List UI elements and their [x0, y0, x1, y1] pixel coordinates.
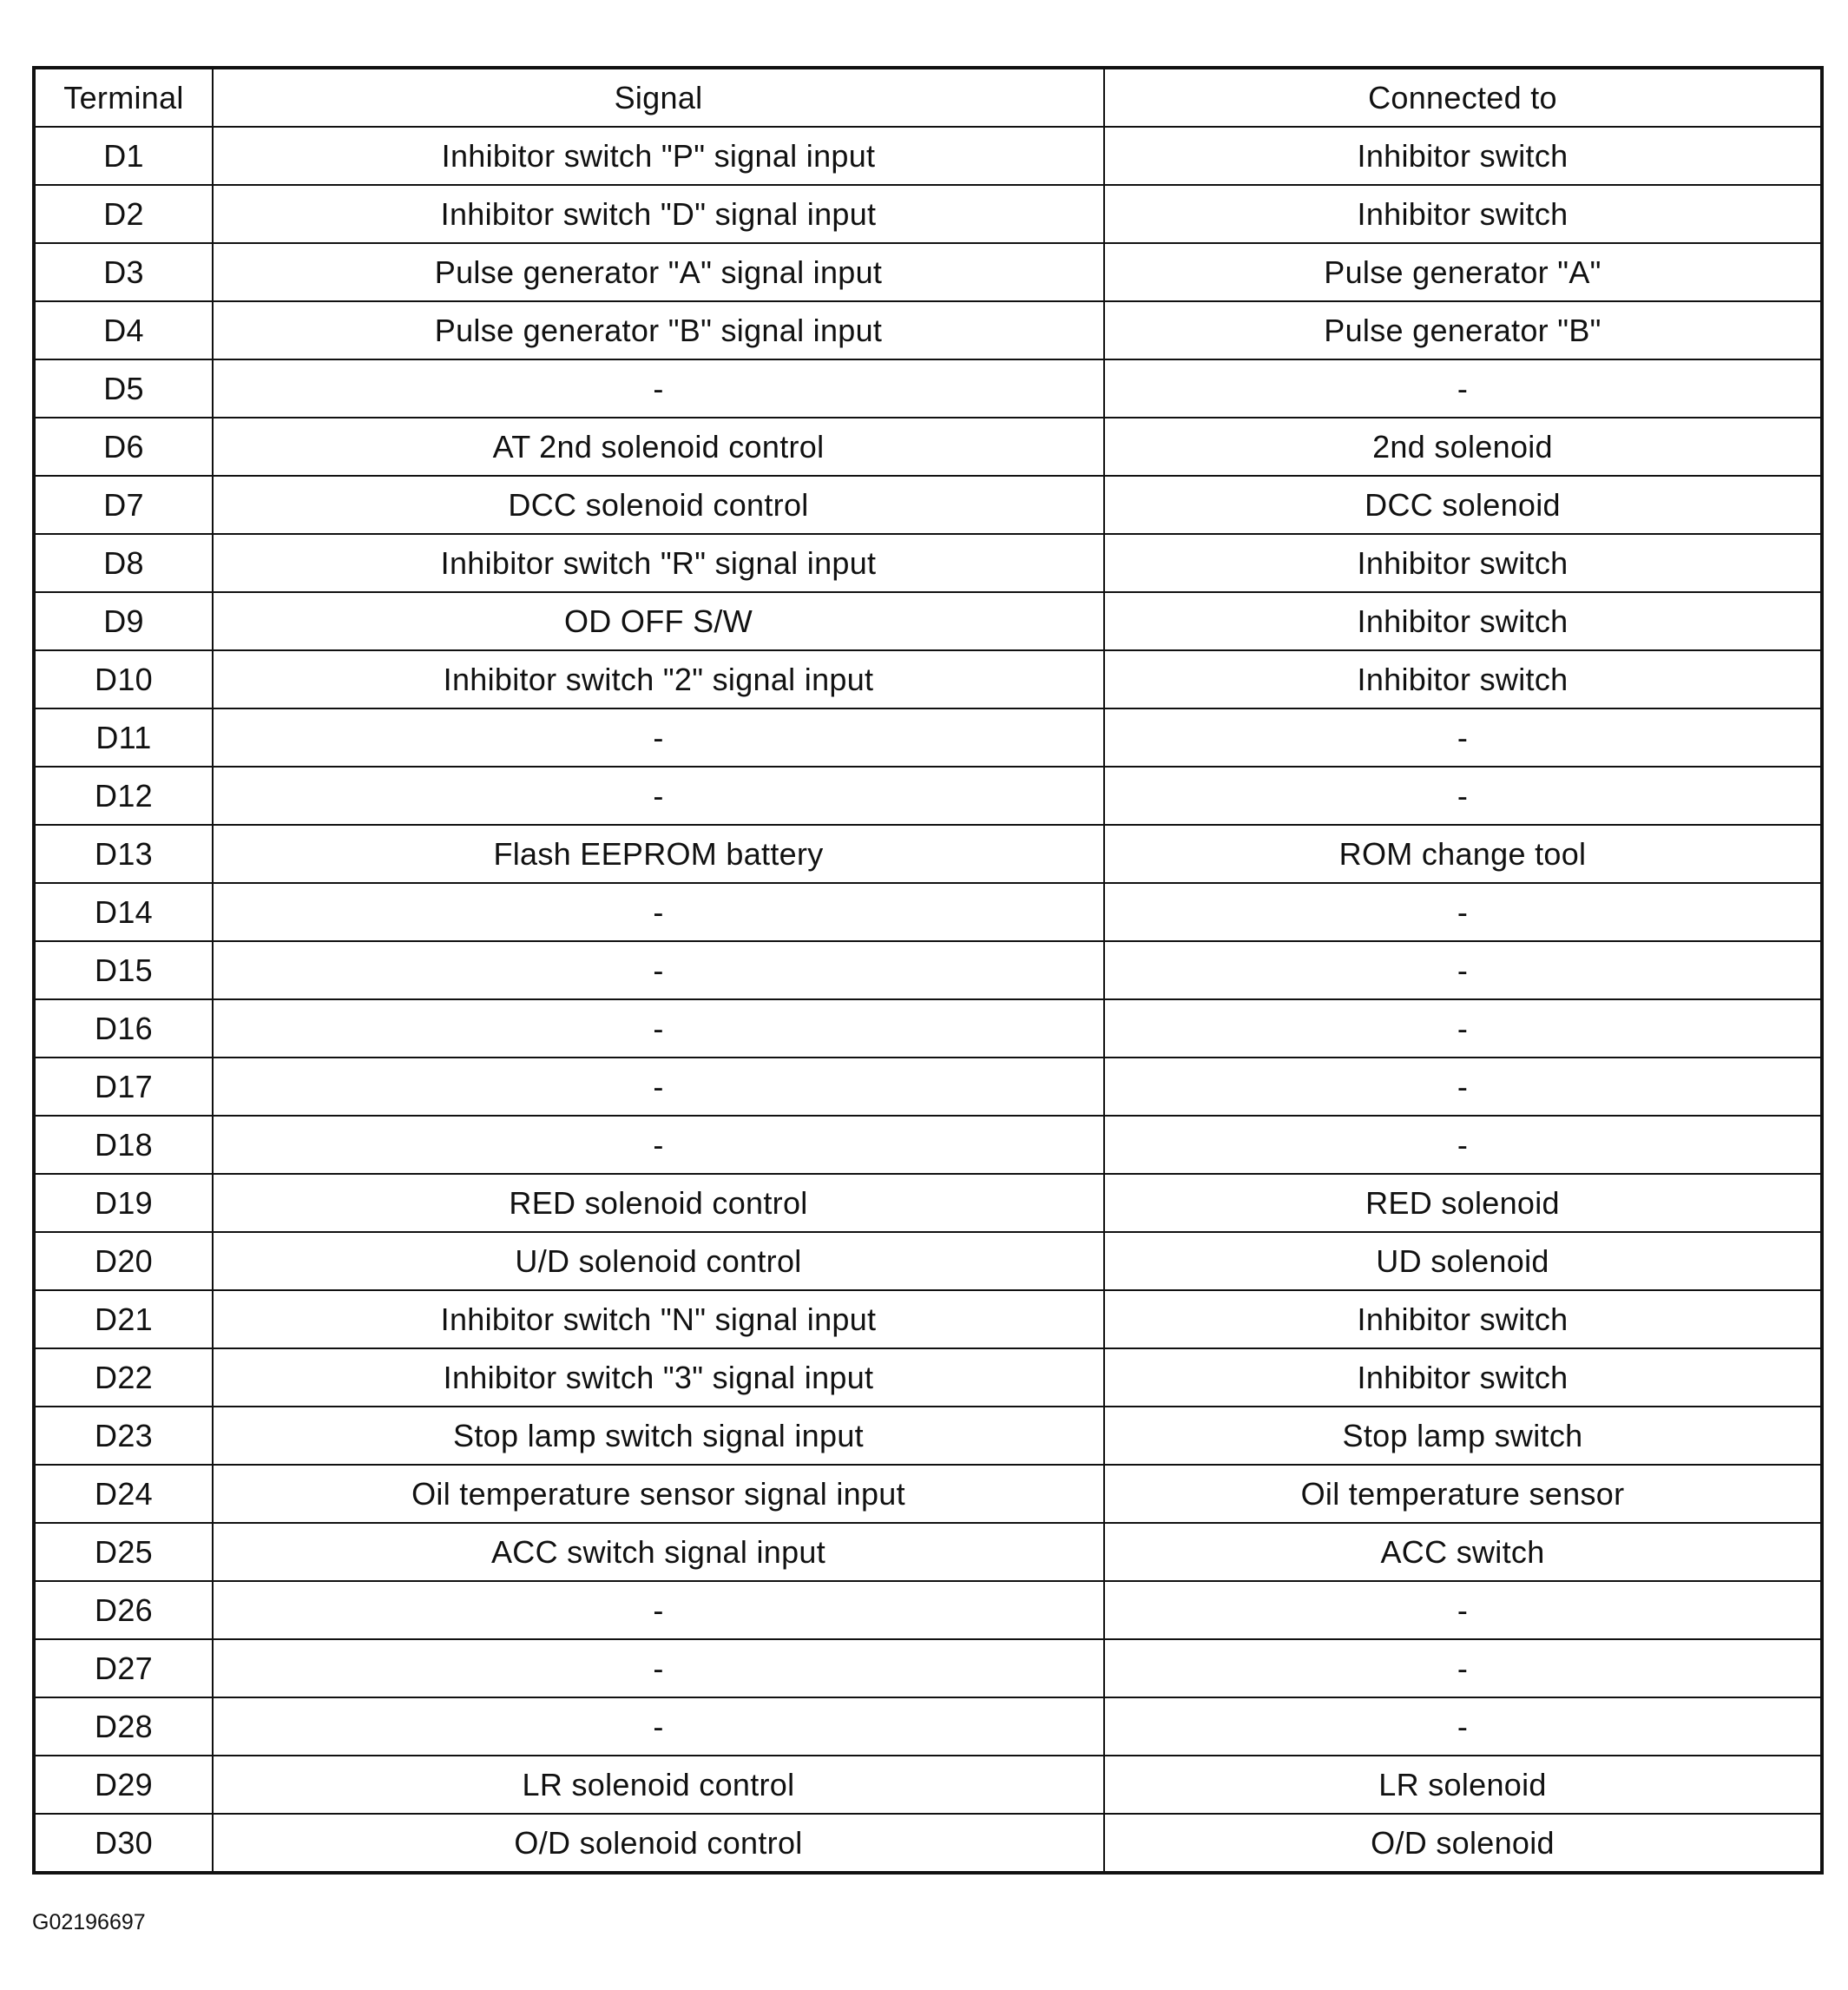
connected-to-cell: Inhibitor switch — [1104, 1290, 1822, 1348]
table-row — [34, 1523, 1822, 1581]
terminal-cell: D6 — [34, 418, 213, 476]
signal-cell: - — [213, 1581, 1104, 1639]
connected-to-cell: O/D solenoid — [1104, 1814, 1822, 1873]
table-row — [34, 1756, 1822, 1814]
table-row — [34, 243, 1822, 301]
connected-to-cell: - — [1104, 1581, 1822, 1639]
terminal-cell: D21 — [34, 1290, 213, 1348]
terminal-table — [32, 66, 1824, 1875]
signal-cell: DCC solenoid control — [213, 476, 1104, 534]
table-row — [34, 359, 1822, 418]
signal-cell: O/D solenoid control — [213, 1814, 1104, 1873]
terminal-cell: D12 — [34, 767, 213, 825]
connected-to-cell: Pulse generator "B" — [1104, 301, 1822, 359]
connected-to-cell: Inhibitor switch — [1104, 592, 1822, 650]
terminal-cell: D4 — [34, 301, 213, 359]
header-signal: Signal — [213, 68, 1104, 127]
table-row — [34, 1639, 1822, 1697]
signal-cell: - — [213, 999, 1104, 1058]
connected-to-cell: DCC solenoid — [1104, 476, 1822, 534]
table-row — [34, 534, 1822, 592]
signal-cell: - — [213, 1697, 1104, 1756]
signal-cell: Inhibitor switch "2" signal input — [213, 650, 1104, 708]
signal-cell: - — [213, 359, 1104, 418]
table-row — [34, 1058, 1822, 1116]
connected-to-cell: Inhibitor switch — [1104, 185, 1822, 243]
table-row — [34, 1232, 1822, 1290]
signal-cell: - — [213, 1116, 1104, 1174]
table-row — [34, 767, 1822, 825]
signal-cell: - — [213, 708, 1104, 767]
table-row — [34, 1290, 1822, 1348]
signal-cell: - — [213, 767, 1104, 825]
connected-to-cell: Pulse generator "A" — [1104, 243, 1822, 301]
table-row — [34, 1174, 1822, 1232]
table-row — [34, 1581, 1822, 1639]
terminal-cell: D26 — [34, 1581, 213, 1639]
terminal-cell: D3 — [34, 243, 213, 301]
terminal-cell: D9 — [34, 592, 213, 650]
table-row — [34, 650, 1822, 708]
connected-to-cell: - — [1104, 767, 1822, 825]
table-row — [34, 1814, 1822, 1873]
signal-cell: Flash EEPROM battery — [213, 825, 1104, 883]
terminal-cell: D24 — [34, 1465, 213, 1523]
terminal-cell: D18 — [34, 1116, 213, 1174]
terminal-cell: D17 — [34, 1058, 213, 1116]
terminal-cell: D7 — [34, 476, 213, 534]
terminal-cell: D14 — [34, 883, 213, 941]
table-row — [34, 592, 1822, 650]
signal-cell: Inhibitor switch "R" signal input — [213, 534, 1104, 592]
table-body — [34, 127, 1822, 1873]
connected-to-cell: - — [1104, 359, 1822, 418]
terminal-cell: D27 — [34, 1639, 213, 1697]
terminal-cell: D22 — [34, 1348, 213, 1407]
signal-cell: Oil temperature sensor signal input — [213, 1465, 1104, 1523]
signal-cell: U/D solenoid control — [213, 1232, 1104, 1290]
terminal-cell: D30 — [34, 1814, 213, 1873]
table-row — [34, 1465, 1822, 1523]
terminal-cell: D13 — [34, 825, 213, 883]
signal-cell: ACC switch signal input — [213, 1523, 1104, 1581]
terminal-cell: D29 — [34, 1756, 213, 1814]
header-connected-to: Connected to — [1104, 68, 1822, 127]
signal-cell: RED solenoid control — [213, 1174, 1104, 1232]
signal-cell: Stop lamp switch signal input — [213, 1407, 1104, 1465]
connected-to-cell: UD solenoid — [1104, 1232, 1822, 1290]
terminal-cell: D1 — [34, 127, 213, 185]
connected-to-cell: - — [1104, 1058, 1822, 1116]
connected-to-cell: LR solenoid — [1104, 1756, 1822, 1814]
connected-to-cell: - — [1104, 883, 1822, 941]
terminal-cell: D10 — [34, 650, 213, 708]
terminal-cell: D5 — [34, 359, 213, 418]
table-row — [34, 1697, 1822, 1756]
table-row — [34, 941, 1822, 999]
signal-cell: Inhibitor switch "D" signal input — [213, 185, 1104, 243]
connected-to-cell: Inhibitor switch — [1104, 127, 1822, 185]
table-header-row — [34, 68, 1822, 127]
connected-to-cell: - — [1104, 1116, 1822, 1174]
signal-cell: - — [213, 883, 1104, 941]
table-row — [34, 301, 1822, 359]
connected-to-cell: Oil temperature sensor — [1104, 1465, 1822, 1523]
table-row — [34, 999, 1822, 1058]
header-terminal: Terminal — [34, 68, 213, 127]
connected-to-cell: 2nd solenoid — [1104, 418, 1822, 476]
table-row — [34, 185, 1822, 243]
connected-to-cell: ROM change tool — [1104, 825, 1822, 883]
figure-id: G02196697 — [32, 1910, 146, 1934]
terminal-cell: D25 — [34, 1523, 213, 1581]
connected-to-cell: Stop lamp switch — [1104, 1407, 1822, 1465]
signal-cell: LR solenoid control — [213, 1756, 1104, 1814]
connected-to-cell: - — [1104, 941, 1822, 999]
table-row — [34, 1348, 1822, 1407]
table-row — [34, 476, 1822, 534]
table-row — [34, 127, 1822, 185]
table-row — [34, 418, 1822, 476]
table-row — [34, 1116, 1822, 1174]
table-row — [34, 1407, 1822, 1465]
terminal-cell: D11 — [34, 708, 213, 767]
signal-cell: Pulse generator "B" signal input — [213, 301, 1104, 359]
table-row — [34, 825, 1822, 883]
connected-to-cell: ACC switch — [1104, 1523, 1822, 1581]
signal-cell: Inhibitor switch "3" signal input — [213, 1348, 1104, 1407]
table-row — [34, 708, 1822, 767]
table-row — [34, 883, 1822, 941]
terminal-cell: D20 — [34, 1232, 213, 1290]
terminal-cell: D8 — [34, 534, 213, 592]
terminal-cell: D16 — [34, 999, 213, 1058]
connected-to-cell: - — [1104, 1639, 1822, 1697]
signal-cell: Pulse generator "A" signal input — [213, 243, 1104, 301]
connected-to-cell: RED solenoid — [1104, 1174, 1822, 1232]
signal-cell: AT 2nd solenoid control — [213, 418, 1104, 476]
signal-cell: OD OFF S/W — [213, 592, 1104, 650]
connected-to-cell: Inhibitor switch — [1104, 534, 1822, 592]
signal-cell: Inhibitor switch "N" signal input — [213, 1290, 1104, 1348]
connected-to-cell: - — [1104, 708, 1822, 767]
signal-cell: - — [213, 1058, 1104, 1116]
terminal-cell: D2 — [34, 185, 213, 243]
signal-cell: - — [213, 941, 1104, 999]
terminal-cell: D19 — [34, 1174, 213, 1232]
terminal-cell: D23 — [34, 1407, 213, 1465]
terminal-cell: D15 — [34, 941, 213, 999]
terminal-cell: D28 — [34, 1697, 213, 1756]
signal-cell: - — [213, 1639, 1104, 1697]
connected-to-cell: Inhibitor switch — [1104, 650, 1822, 708]
connected-to-cell: Inhibitor switch — [1104, 1348, 1822, 1407]
connected-to-cell: - — [1104, 999, 1822, 1058]
signal-cell: Inhibitor switch "P" signal input — [213, 127, 1104, 185]
connected-to-cell: - — [1104, 1697, 1822, 1756]
